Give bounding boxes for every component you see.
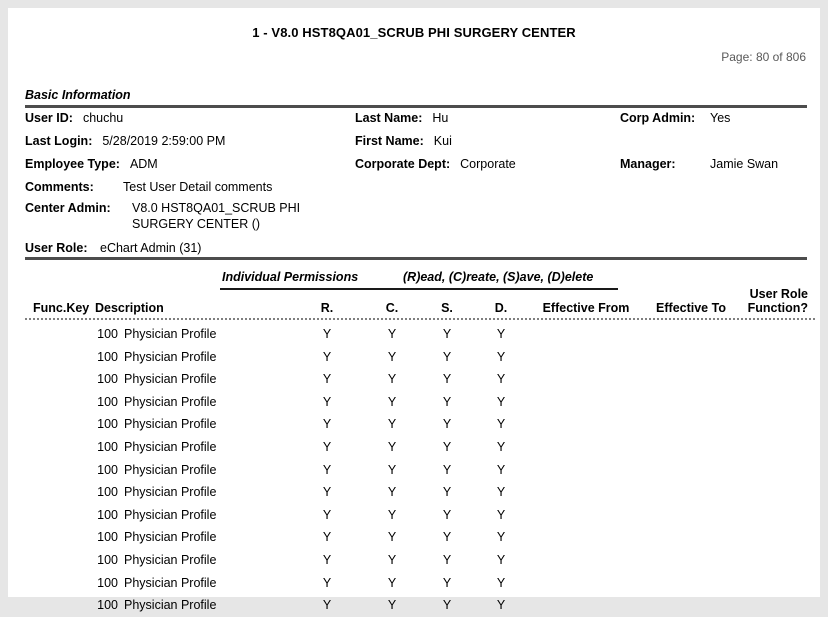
- field-last-login: [25, 134, 225, 149]
- cell-description: Physician Profile: [124, 530, 217, 545]
- field-value: eChart Admin (31): [100, 241, 202, 255]
- column-header-user-role-line1: User Role: [749, 287, 808, 301]
- field-first-name: [355, 134, 452, 149]
- cell-description: Physician Profile: [124, 462, 217, 477]
- cell-func-key: 100: [97, 575, 118, 590]
- cell-delete: Y: [496, 485, 506, 500]
- cell-delete: Y: [496, 327, 506, 341]
- table-header-divider: [25, 318, 815, 320]
- cell-func-key: 100: [97, 507, 118, 522]
- cell-save: Y: [442, 485, 452, 500]
- cell-create: Y: [387, 575, 397, 590]
- table-row: [8, 346, 820, 369]
- field-label: Last Login:: [25, 134, 93, 148]
- permissions-heading-legend: (R)ead, (C)reate, (S)ave, (D)elete: [403, 270, 594, 284]
- field-value: chuchu: [82, 111, 124, 125]
- cell-description: Physician Profile: [124, 327, 217, 341]
- cell-save: Y: [442, 327, 452, 341]
- cell-save: Y: [442, 530, 452, 545]
- table-row: [8, 368, 820, 391]
- report-title: 1 - V8.0 HST8QA01_SCRUB PHI SURGERY CENTER: [252, 25, 576, 40]
- cell-description: Physician Profile: [124, 485, 217, 500]
- center-admin-line2: SURGERY CENTER (): [132, 216, 261, 231]
- column-header-effective-to: Effective To: [656, 301, 726, 315]
- field-label: User Role:: [25, 241, 88, 255]
- cell-description: Physician Profile: [124, 417, 217, 432]
- column-header-func-key: Func.Key: [33, 301, 90, 315]
- page-indicator: Page: 80 of 806: [721, 50, 806, 64]
- cell-description: Physician Profile: [124, 372, 217, 387]
- table-row: [8, 481, 820, 504]
- cell-create: Y: [387, 372, 397, 387]
- column-header-save: S.: [441, 301, 453, 315]
- field-label: Employee Type:: [25, 157, 120, 171]
- cell-func-key: 100: [97, 439, 118, 454]
- cell-create: Y: [387, 485, 397, 500]
- cell-func-key: 100: [97, 327, 118, 341]
- cell-func-key: 100: [97, 417, 118, 432]
- cell-save: Y: [442, 372, 452, 387]
- table-row: [8, 572, 820, 595]
- basic-information-heading: Basic Information: [25, 88, 131, 102]
- field-user-id: [25, 111, 123, 126]
- cell-delete: Y: [496, 552, 506, 567]
- cell-description: Physician Profile: [124, 575, 217, 590]
- field-label: Corporate Dept:: [355, 157, 451, 171]
- table-row: [8, 436, 820, 459]
- cell-create: Y: [387, 552, 397, 567]
- cell-read: Y: [322, 372, 332, 387]
- cell-func-key: 100: [97, 394, 118, 409]
- table-row: [8, 413, 820, 436]
- cell-read: Y: [322, 462, 332, 477]
- field-value: Hu: [432, 111, 449, 125]
- cell-delete: Y: [496, 462, 506, 477]
- cell-save: Y: [442, 462, 452, 477]
- cell-save: Y: [442, 439, 452, 454]
- cell-create: Y: [387, 462, 397, 477]
- cell-func-key: 100: [97, 349, 118, 364]
- cell-description: Physician Profile: [124, 439, 217, 454]
- field-corporate-dept: [355, 157, 516, 172]
- cell-delete: Y: [496, 507, 506, 522]
- field-value: ADM: [129, 157, 158, 171]
- cell-read: Y: [322, 439, 332, 454]
- cell-save: Y: [442, 507, 452, 522]
- cell-save: Y: [442, 552, 452, 567]
- table-row: [8, 549, 820, 572]
- cell-delete: Y: [496, 439, 506, 454]
- table-row: [8, 594, 820, 617]
- cell-delete: Y: [496, 394, 506, 409]
- table-row: [8, 391, 820, 414]
- section-divider: [25, 257, 807, 260]
- cell-description: Physician Profile: [124, 507, 217, 522]
- table-row: [8, 504, 820, 527]
- table-row: [8, 323, 820, 346]
- permissions-table-header: [8, 301, 820, 316]
- cell-delete: Y: [496, 530, 506, 545]
- cell-read: Y: [322, 417, 332, 432]
- cell-create: Y: [387, 439, 397, 454]
- cell-read: Y: [322, 575, 332, 590]
- field-corp-admin: [620, 111, 730, 126]
- field-label: First Name:: [355, 134, 424, 148]
- field-label: Last Name:: [355, 111, 423, 125]
- cell-create: Y: [387, 530, 397, 545]
- cell-create: Y: [387, 349, 397, 364]
- cell-create: Y: [387, 507, 397, 522]
- section-divider: [25, 105, 807, 108]
- cell-delete: Y: [496, 372, 506, 387]
- table-row: [8, 459, 820, 482]
- cell-delete: Y: [496, 598, 506, 613]
- cell-delete: Y: [496, 575, 506, 590]
- cell-create: Y: [387, 598, 397, 613]
- column-header-read: R.: [320, 301, 334, 315]
- cell-save: Y: [442, 394, 452, 409]
- field-label: Corp Admin:: [620, 111, 696, 125]
- field-employee-type: [25, 157, 158, 172]
- field-comments: [25, 180, 272, 195]
- permissions-heading-title: Individual Permissions: [222, 270, 359, 284]
- center-admin-line1: V8.0 HST8QA01_SCRUB PHI: [132, 201, 301, 215]
- cell-save: Y: [442, 598, 452, 613]
- permissions-table-body: [8, 323, 820, 617]
- field-value: Yes: [710, 111, 731, 125]
- table-row: [8, 526, 820, 549]
- cell-save: Y: [442, 575, 452, 590]
- cell-delete: Y: [496, 417, 506, 432]
- field-label: Comments:: [25, 180, 94, 194]
- cell-save: Y: [442, 349, 452, 364]
- cell-description: Physician Profile: [124, 598, 217, 613]
- cell-func-key: 100: [97, 530, 118, 545]
- column-header-create: C.: [385, 301, 399, 315]
- cell-create: Y: [387, 327, 397, 341]
- cell-read: Y: [322, 507, 332, 522]
- column-header-effective-from: Effective From: [542, 301, 630, 315]
- cell-func-key: 100: [97, 552, 118, 567]
- cell-create: Y: [387, 417, 397, 432]
- cell-read: Y: [322, 530, 332, 545]
- column-header-delete: D.: [494, 301, 508, 315]
- field-last-name: [355, 111, 448, 126]
- field-value: 5/28/2019 2:59:00 PM: [102, 134, 226, 148]
- cell-save: Y: [442, 417, 452, 432]
- cell-read: Y: [322, 349, 332, 364]
- field-center-admin: [25, 201, 300, 232]
- cell-description: Physician Profile: [124, 349, 217, 364]
- report-page: [8, 8, 820, 613]
- cell-read: Y: [322, 485, 332, 500]
- cell-description: Physician Profile: [124, 552, 217, 567]
- column-header-description: Description: [95, 301, 164, 315]
- cell-func-key: 100: [97, 462, 118, 477]
- field-value: Jamie Swan: [710, 157, 779, 171]
- field-value: Kui: [433, 134, 452, 148]
- field-manager: [620, 157, 778, 172]
- cell-create: Y: [387, 394, 397, 409]
- cell-read: Y: [322, 598, 332, 613]
- cell-func-key: 100: [97, 598, 118, 613]
- field-label: User ID:: [25, 111, 73, 125]
- permissions-section-heading: [220, 270, 618, 290]
- field-user-role: [25, 241, 201, 256]
- cell-read: Y: [322, 552, 332, 567]
- cell-delete: Y: [496, 349, 506, 364]
- cell-read: Y: [322, 327, 332, 341]
- field-label: Manager:: [620, 157, 676, 171]
- field-value: Test User Detail comments: [123, 180, 273, 194]
- field-value: Corporate: [460, 157, 516, 171]
- field-value: [132, 201, 300, 232]
- cell-read: Y: [322, 394, 332, 409]
- cell-func-key: 100: [97, 485, 118, 500]
- column-header-user-role-line2: Function?: [747, 301, 808, 315]
- cell-func-key: 100: [97, 372, 118, 387]
- cell-description: Physician Profile: [124, 394, 217, 409]
- field-label: Center Admin:: [25, 201, 111, 215]
